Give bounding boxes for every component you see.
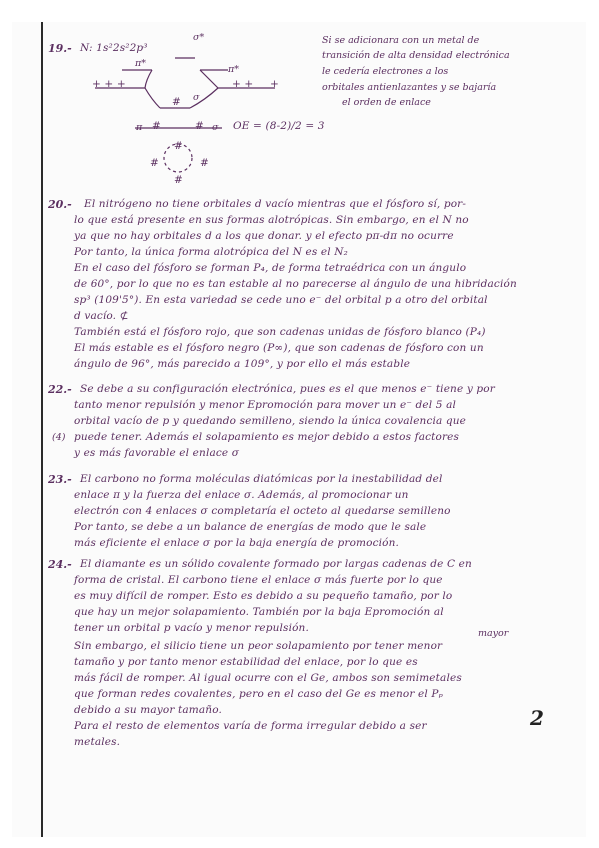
q22-line: orbital vacío de p y quedando semilleno, siendo la única covalencia que [74,415,467,427]
ring-top-electrons: # [174,140,183,152]
right-electrons: + + [232,78,254,90]
q20-line: También está el fósforo rojo, que son cadenas unidas de fósforo blanco (P₄) [74,326,486,338]
q23-line: electrón con 4 enlaces σ completaría el octeto al quedarse semilleno [74,505,451,517]
q22-line: Se debe a su configuración electrónica, pues es el que menos e⁻ tiene y por [80,383,495,395]
page-number: 2 [530,706,544,730]
sigma-star-label: σ* [193,32,205,43]
q23-number: 23.- [48,473,72,486]
q20-line: lo que está presente en sus formas alotrópicas. Sin embargo, en el N no [74,214,469,226]
ring-bottom-electrons: # [174,174,183,186]
q24-line: Para el resto de elementos varía de forma irregular debido a ser [74,720,427,732]
pi-label: π [136,122,143,133]
q23-line: El carbono no forma moléculas diatómicas por la inestabilidad del [80,473,443,485]
pi-star-left-label: π* [135,58,146,69]
pi-star-right-label: π* [228,64,239,75]
sigma-label: σ [193,92,200,103]
q23-line: enlace π y la fuerza del enlace σ. Además, al promocionar un [74,489,409,501]
q20-line: sp³ (109'5°). En esta variedad se cede uno e⁻ del orbital p a otro del orbital [74,294,488,306]
side-note-line: transición de alta densidad electrónica [322,50,510,61]
q24-line: El diamante es un sólido covalente formado por largas cadenas de C en [80,558,472,570]
bond-order-formula: OE = (8-2)/2 = 3 [233,120,325,132]
q24-correction: mayor [478,628,509,639]
q20-line: Por tanto, la única forma alotrópica del N es el N₂ [74,246,348,258]
q22-number: 22.- [48,383,72,396]
sigma-electrons: # [172,96,181,108]
q22-margin-mark: (4) [52,432,66,443]
q20-line: d vacío. ⊄ [74,310,129,322]
q20-line: El más estable es el fósforo negro (P∞), que son cadenas de fósforo con un [74,342,484,354]
ring-left-electrons: # [150,157,159,169]
q20-line: de 60°, por lo que no es tan estable al no parecerse al ángulo de una hibridación [74,278,517,290]
q24-line: forma de cristal. El carbono tiene el enlace σ más fuerte por lo que [74,574,443,586]
q19-config: N: 1s²2s²2p³ [80,42,148,54]
correlation-line-4 [200,70,218,88]
q20-number: 20.- [48,198,72,211]
q24-line: metales. [74,736,121,748]
pi-electrons-right: # [195,120,204,132]
q22-line: tanto menor repulsión y menor Epromoción para mover un e⁻ del 5 al [74,399,457,411]
sigma-bottom-label: σ [212,122,219,133]
q24-number: 24.- [48,558,72,571]
ring-right-electrons: # [200,157,209,169]
q22-line: puede tener. Además el solapamiento es mejor debido a estos factores [74,431,460,443]
mo-diagram [40,30,330,190]
q24-line: que hay un mejor solapamiento. También por la baja Epromoción al [74,606,444,618]
q20-line: En el caso del fósforo se forman P₄, de forma tetraédrica con un ángulo [74,262,467,274]
q24-line: tener un orbital p vacío y menor repulsión. [74,622,309,634]
pi-electrons-left: # [152,120,161,132]
side-note-line: orbitales antienlazantes y se bajaría [322,82,497,93]
left-electrons: + + + [92,78,126,90]
q24-line: Sin embargo, el silicio tiene un peor solapamiento por tener menor [74,640,443,652]
q20-line: El nitrógeno no tiene orbitales d vacío mientras que el fósforo sí, por- [84,198,467,210]
q24-line: más fácil de romper. Al igual ocurre con el Ge, ambos son semimetales [74,672,462,684]
correlation-line-1 [145,88,160,108]
right-electrons-2: + [270,78,279,90]
q23-line: más eficiente el enlace σ por la baja energía de promoción. [74,537,400,549]
q23-line: Por tanto, se debe a un balance de energías de modo que le sale [74,521,427,533]
correlation-line-3 [145,70,152,88]
q22-line: y es más favorable el enlace σ [74,447,240,459]
q19-number: 19.- [48,42,72,55]
q24-line: debido a su mayor tamaño. [74,704,222,716]
side-note-line: Si se adicionara con un metal de [322,35,480,46]
side-note-line: le cedería electrones a los [322,66,449,77]
q24-line: que forman redes covalentes, pero en el caso del Ge es menor el Pₚ [74,688,443,700]
q24-line: es muy difícil de romper. Esto es debido a su pequeño tamaño, por lo [74,590,453,602]
q20-line: ángulo de 96°, más parecido a 109°, y por ello el más estable [74,358,411,370]
q24-line: tamaño y por tanto menor estabilidad del enlace, por lo que es [74,656,418,668]
side-note-line: el orden de enlace [342,97,431,108]
q20-line: ya que no hay orbitales d a los que donar. y el efecto pπ-dπ no ocurre [74,230,454,242]
